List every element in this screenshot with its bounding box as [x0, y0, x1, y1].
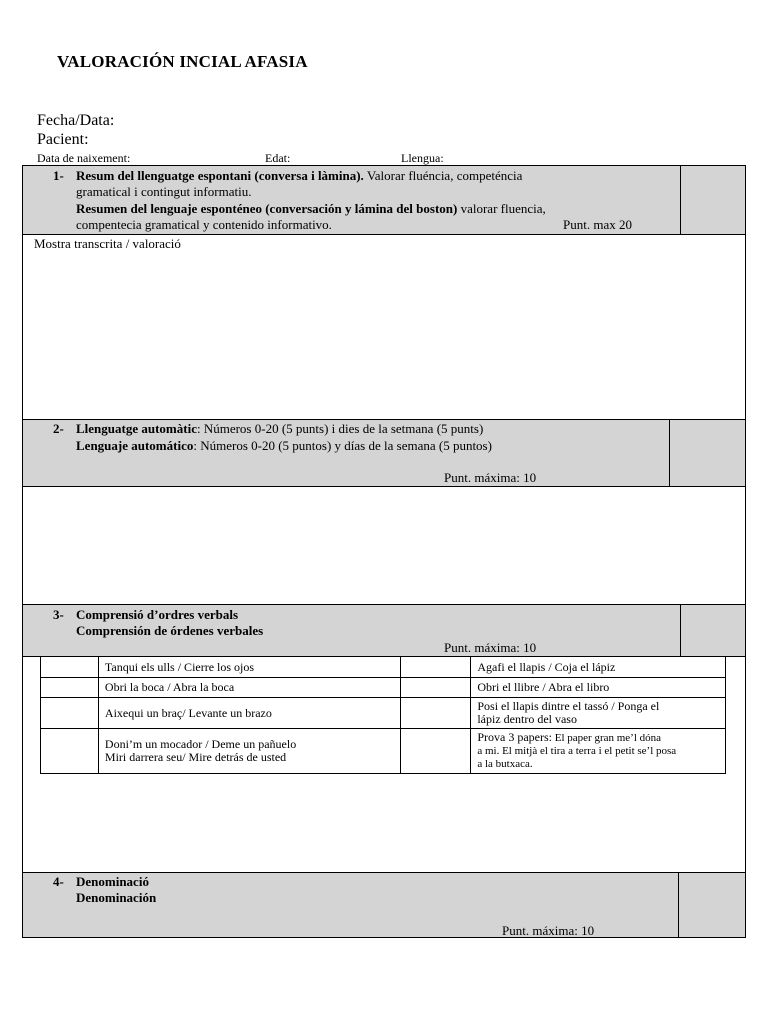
section-1-answer-area[interactable] [22, 234, 746, 420]
section-1-number: 1- [53, 168, 64, 183]
section-2-title-es [76, 438, 666, 454]
section-4-number: 4- [53, 874, 64, 889]
section-2-heading-ca: Llenguatge automàtic [76, 421, 197, 436]
orders-table [40, 656, 726, 774]
order-cell: Obri la boca / Abra la boca [98, 678, 401, 698]
section-1-header [22, 165, 746, 235]
document-title: VALORACIÓN INCIAL AFASIA [57, 52, 308, 71]
score-cell[interactable] [41, 698, 99, 729]
section-1-desc-es-cont: compentecia gramatical y contenido informativo. [76, 217, 332, 232]
patient-label: Pacient: [37, 131, 89, 148]
section-2-heading-es: Lenguaje automático [76, 438, 194, 453]
section-1-title-ca [76, 168, 666, 184]
score-cell[interactable] [401, 678, 471, 698]
section-4-header [22, 872, 746, 938]
order-text-line: Doni’m un mocador / Deme un pañuelo [104, 737, 297, 751]
age-label: Edat: [265, 151, 291, 165]
score-cell[interactable] [401, 729, 471, 774]
section-4-title-ca: Denominació [76, 874, 149, 889]
order-text-line [477, 731, 719, 745]
section-2-number: 2- [53, 421, 64, 436]
section-1-title-es [76, 201, 676, 217]
section-2-desc-es: : Números 0-20 (5 puntos) y días de la semana (5 puntos) [193, 438, 492, 453]
section-1-heading-ca: Resum del llenguatge espontani (conversa i làmina). [76, 168, 364, 183]
section-1-desc-es: valorar fluencia, [457, 201, 546, 216]
table-row [41, 729, 726, 774]
section-2-desc-ca: : Números 0-20 (5 punts) i dies de la setmana (5 punts) [196, 421, 484, 436]
order-cell: Agafi el llapis / Coja el lápiz [471, 657, 726, 678]
order-cell: Aixequi un braç/ Levante un brazo [98, 698, 401, 729]
section-2-header [22, 419, 746, 487]
section-3-points: Punt. máxima: 10 [444, 640, 537, 655]
score-cell[interactable] [401, 657, 471, 678]
section-4-points: Punt. máxima: 10 [502, 923, 595, 938]
order-cell [471, 729, 726, 774]
section-3-number: 3- [53, 607, 64, 622]
section-2-answer-area[interactable] [22, 486, 746, 606]
language-label: Llengua: [401, 151, 444, 165]
section-2-points: Punt. máxima: 10 [444, 470, 537, 485]
date-label: Fecha/Data: [37, 112, 115, 129]
table-row [41, 678, 726, 698]
section-1-points: Punt. max 20 [563, 217, 632, 232]
order-cell [471, 698, 726, 729]
birth-date-label: Data de naixement: [37, 151, 131, 165]
order-text-detail: El paper gran me’l dóna [552, 732, 662, 744]
order-cell [98, 729, 401, 774]
order-text-line: a la butxaca. [477, 758, 533, 770]
section-3-header [22, 604, 746, 657]
section-3-title-ca: Comprensió d’ordres verbals [76, 607, 239, 622]
score-cell[interactable] [41, 657, 99, 678]
score-cell[interactable] [401, 698, 471, 729]
score-cell[interactable] [41, 729, 99, 774]
table-row [41, 657, 726, 678]
table-row [41, 698, 726, 729]
order-text-line: lápiz dentro del vaso [477, 712, 577, 726]
section-1-heading-es: Resumen del lenguaje esponténeo (conversación y lámina del boston) [76, 201, 458, 216]
order-text-line: Miri darrera seu/ Mire detrás de usted [104, 750, 287, 764]
section-3-title-es: Comprensión de órdenes verbales [76, 623, 264, 638]
section-1-desc-ca: Valorar fluéncia, competéncia [363, 168, 523, 183]
section-4-title-es: Denominación [76, 890, 157, 905]
order-text-line: a mi. El mitjà el tira a terra i el petit se’l posa [477, 745, 677, 757]
order-cell: Obri el llibre / Abra el libro [471, 678, 726, 698]
section-2-title-ca [76, 421, 666, 437]
section-1-desc-ca-cont: gramatical i contingut informatiu. [76, 184, 252, 199]
order-cell: Tanqui els ulls / Cierre los ojos [98, 657, 401, 678]
order-text-line: Posi el llapis dintre el tassó / Ponga el [477, 699, 660, 713]
score-cell[interactable] [41, 678, 99, 698]
order-text-lead: Prova 3 papers: [477, 730, 552, 744]
section-1-answer-label: Mostra transcrita / valoració [34, 236, 181, 251]
